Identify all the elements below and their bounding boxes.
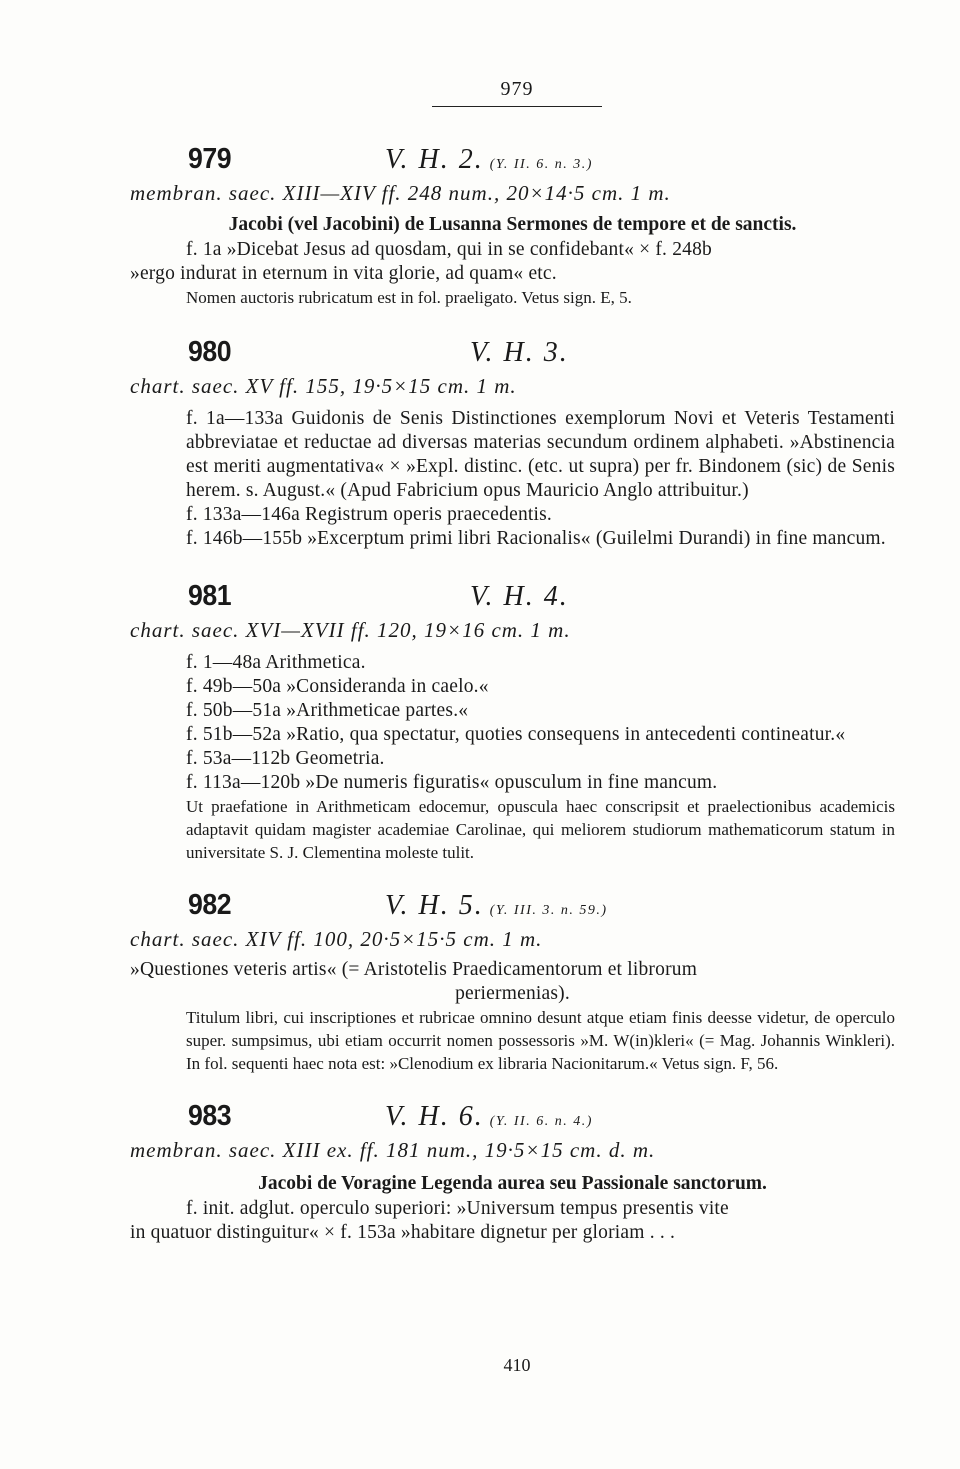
explicit: »ergo indurat in eternum in vita glorie, ad quam« etc. [130, 263, 557, 284]
entry-number: 982 [188, 889, 232, 921]
shelfmark: V. H. 4. [470, 581, 569, 612]
work-title: Jacobi de Voragine Legenda aurea seu Passionale sanctorum. [258, 1173, 767, 1194]
content-item: f. 146b—155b »Excerptum primi libri Racionalis« (Guilelmi Durandi) in fine mancum. [186, 528, 886, 549]
content-item: f. 1a—133a Guidonis de Senis Distinctiones exemplorum Novi et Veteris Testamenti abbreviatae et reductae ad diversas materias secundum ordinem alphabeti. »Abstinencia est meriti augmentativa« × »Expl. distinc. (etc. ut supra) per fr. Bindonem (sic) de Senis herem. s. August.« (Apud Fabricium opus Mauricio Anglo attribuitur.) [186, 408, 895, 501]
entry-number: 979 [188, 143, 232, 175]
entry-header [130, 321, 895, 373]
content-item: f. 113a—120b »De numeris figuratis« opusculum in fine mancum. [186, 772, 718, 793]
shelfmark [385, 1101, 593, 1133]
physical-description: chart. saec. XV ff. 155, 19·5×15 cm. 1 m. [130, 374, 517, 398]
incipit: f. 1a »Dicebat Jesus ad quosdam, qui in se confidebant« × f. 248b [186, 239, 713, 260]
entry-983 [130, 1085, 895, 1245]
content-item: f. 51b—52a »Ratio, qua spectatur, quoties consequens in antecedenti contineatur.« [186, 724, 846, 745]
running-head: 979 [500, 78, 534, 100]
physical-description: membran. saec. XIII ex. ff. 181 num., 19·5×15 cm. d. m. [130, 1138, 656, 1162]
entry-982 [130, 874, 895, 1075]
entry-979 [130, 128, 895, 309]
content-item: f. 1—48a Arithmetica. [186, 652, 366, 673]
physical-description: chart. saec. XVI—XVII ff. 120, 19×16 cm. 1 m. [130, 618, 571, 642]
shelfmark-text: V. H. 2. [385, 144, 484, 175]
entry-980 [130, 321, 895, 551]
incipit: f. init. adglut. operculo superiori: »Universum tempus presentis vite [186, 1198, 729, 1219]
note: Ut praefatione in Arithmeticam edocemur, opuscula haec conscripsit et praelectionibus academicis adaptavit quidam magister academiae Carolinae, qui meliorem studiorum mathematicorum statum in universitate S. J. Clementina moleste tulit. [186, 797, 895, 862]
entry-header [130, 1085, 895, 1137]
content-item: f. 53a—112b Geometria. [186, 748, 385, 769]
content-list [130, 651, 895, 795]
head-rule [432, 106, 602, 107]
shelfmark [385, 890, 608, 922]
content-item: f. 49b—50a »Consideranda in caelo.« [186, 676, 489, 697]
entry-header [130, 565, 895, 617]
entry-number: 980 [188, 336, 232, 368]
content-item: f. 133a—146a Registrum operis praecedentis. [186, 504, 552, 525]
explicit: in quatuor distinguitur« × f. 153a »habitare dignetur per gloriam . . . [130, 1222, 676, 1243]
entry-number: 981 [188, 580, 232, 612]
entry-number: 983 [188, 1100, 232, 1132]
page-number: 410 [503, 1355, 531, 1375]
old-shelfmark: (Y. II. 6. n. 3.) [489, 157, 593, 172]
note: Titulum libri, cui inscriptiones et rubricae omnino desunt atque etiam finis deesse videtur, de operculo super. sumpsimus, ubi etiam occurrit nomen possessoris »M. W(in)kleri« (= Mag. Johannis Winkleri). In fol. sequenti haec nota est: »Clenodium ex libraria Nacionitarum.« Vetus sign. F, 56. [186, 1008, 895, 1073]
entry-header [130, 874, 895, 926]
note: Nomen auctoris rubricatum est in fol. praeligato. Vetus sign. E, 5. [186, 288, 632, 307]
physical-description: chart. saec. XIV ff. 100, 20·5×15·5 cm. 1 m. [130, 927, 543, 951]
old-shelfmark: (Y. II. 6. n. 4.) [489, 1114, 593, 1129]
entry-header [130, 128, 895, 180]
shelfmark-text: V. H. 5. [385, 890, 484, 921]
shelfmark: V. H. 3. [470, 337, 569, 368]
shelfmark-text: V. H. 6. [385, 1101, 484, 1132]
content-item: f. 50b—51a »Arithmeticae partes.« [186, 700, 469, 721]
old-shelfmark: (Y. III. 3. n. 59.) [489, 903, 608, 918]
work-title-cont: periermenias). [455, 983, 570, 1004]
shelfmark [385, 144, 593, 176]
work-title: »Questiones veteris artis« (= Aristotelis Praedicamentorum et librorum [130, 959, 698, 980]
catalogue-body [130, 128, 895, 1245]
entry-981 [130, 565, 895, 864]
physical-description: membran. saec. XIII—XIV ff. 248 num., 20×14·5 cm. 1 m. [130, 181, 671, 205]
work-title: Jacobi (vel Jacobini) de Lusanna Sermones de tempore et de sanctis. [228, 214, 797, 235]
